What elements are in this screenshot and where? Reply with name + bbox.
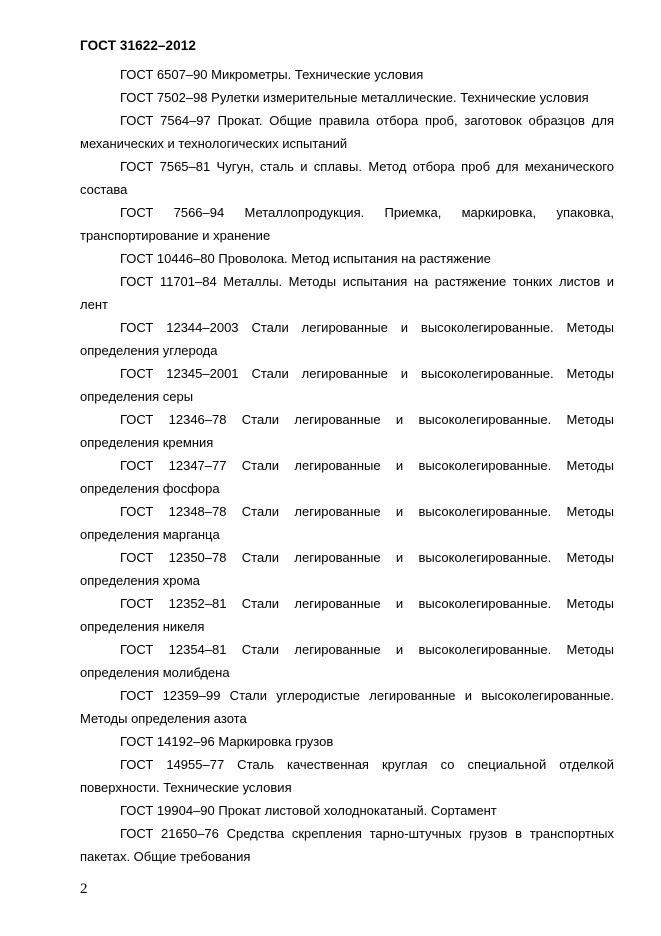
reference-entry: ГОСТ 12344–2003 Стали легированные и высоколегированные. Методы определения углерода xyxy=(80,320,614,358)
reference-list xyxy=(80,63,614,868)
reference-entry: ГОСТ 14955–77 Сталь качественная круглая со специальной отделкой поверхности. Технические условия xyxy=(80,757,614,795)
reference-entry: ГОСТ 21650–76 Средства скрепления тарно-штучных грузов в транспортных пакетах. Общие требования xyxy=(80,826,614,864)
document-header: ГОСТ 31622–2012 xyxy=(80,38,196,53)
reference-entry: ГОСТ 12347–77 Стали легированные и высоколегированные. Методы определения фосфора xyxy=(80,458,614,496)
reference-entry: ГОСТ 12350–78 Стали легированные и высоколегированные. Методы определения хрома xyxy=(80,550,614,588)
reference-entry: ГОСТ 12354–81 Стали легированные и высоколегированные. Методы определения молибдена xyxy=(80,642,614,680)
reference-entry: ГОСТ 14192–96 Маркировка грузов xyxy=(120,734,334,749)
reference-entry: ГОСТ 11701–84 Металлы. Методы испытания на растяжение тонких листов и лент xyxy=(80,274,614,312)
reference-entry: ГОСТ 7565–81 Чугун, сталь и сплавы. Метод отбора проб для механического состава xyxy=(80,159,614,197)
reference-entry: ГОСТ 7502–98 Рулетки измерительные металлические. Технические условия xyxy=(120,90,589,105)
reference-entry: ГОСТ 12348–78 Стали легированные и высоколегированные. Методы определения марганца xyxy=(80,504,614,542)
reference-entry: ГОСТ 12346–78 Стали легированные и высоколегированные. Методы определения кремния xyxy=(80,412,614,450)
page-number: 2 xyxy=(80,881,88,897)
reference-entry: ГОСТ 6507–90 Микрометры. Технические условия xyxy=(120,67,424,82)
reference-entry: ГОСТ 12352–81 Стали легированные и высоколегированные. Методы определения никеля xyxy=(80,596,614,634)
reference-entry: ГОСТ 19904–90 Прокат листовой холоднокатаный. Сортамент xyxy=(120,803,497,818)
reference-entry: ГОСТ 7564–97 Прокат. Общие правила отбора проб, заготовок образцов для механических и технологических испытаний xyxy=(80,113,614,151)
reference-entry: ГОСТ 7566–94 Металлопродукция. Приемка, маркировка, упаковка, транспортирование и хранение xyxy=(80,205,614,243)
reference-entry: ГОСТ 12345–2001 Стали легированные и высоколегированные. Методы определения серы xyxy=(80,366,614,404)
reference-entry: ГОСТ 12359–99 Стали углеродистые легированные и высоколегированные. Методы определения азота xyxy=(80,688,614,726)
reference-entry: ГОСТ 10446–80 Проволока. Метод испытания на растяжение xyxy=(120,251,491,266)
